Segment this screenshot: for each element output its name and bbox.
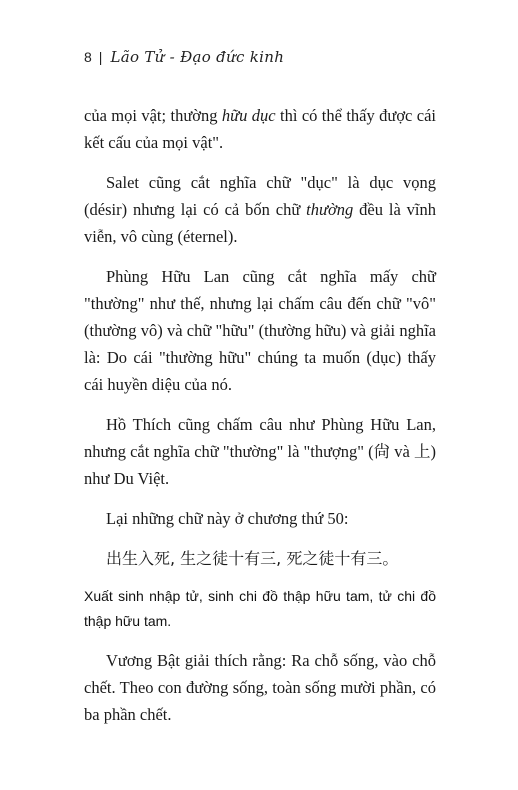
book-title: Lão Tử - Đạo đức kinh bbox=[110, 48, 285, 66]
paragraph-ho-thich: Hồ Thích cũng chấm câu như Phùng Hữu Lan, nhưng cắt nghĩa chữ "thường" là "thượng" (尙 và 上) như Du Việt. bbox=[84, 415, 436, 488]
paragraph-vuong-bat: Vương Bật giải thích rằng: Ra chỗ sống, vào chỗ chết. Theo con đường sống, toàn sống mười phần, có ba phần chết. bbox=[84, 651, 436, 724]
paragraph-chapter-50-intro: Lại những chữ này ở chương thứ 50: bbox=[106, 509, 349, 528]
page-body bbox=[84, 102, 436, 741]
page-number: 8 bbox=[84, 49, 92, 65]
sino-vietnamese-reading: Xuất sinh nhập tử, sinh chi đồ thập hữu tam, tử chi đồ thập hữu tam. bbox=[84, 588, 436, 629]
emphasis-text: thường bbox=[306, 200, 354, 219]
chinese-quotation: 出生入死, 生之徒十有三, 死之徒十有三。 bbox=[106, 549, 399, 568]
header-separator: | bbox=[98, 49, 103, 65]
paragraph-text: Salet cũng cắt nghĩa chữ "dục" là dục vọng (désir) nhưng lại có cả bốn chữ bbox=[84, 173, 436, 219]
paragraph-salet bbox=[84, 169, 436, 250]
paragraph-continuation bbox=[84, 102, 436, 156]
paragraph-phung-huu-lan: Phùng Hữu Lan cũng cắt nghĩa mấy chữ "thường" như thế, nhưng lại chấm câu đến chữ "vô" (thường vô) và chữ "hữu" (thường hữu) và giải nghĩa là: Do cái "thường hữu" chúng ta muốn (dục) thấy cái huyền diệu của nó. bbox=[84, 267, 436, 394]
emphasis-text: hữu dục bbox=[221, 106, 276, 125]
paragraph-text: đều là vĩnh viễn, vô cùng (éternel). bbox=[84, 200, 437, 246]
paragraph-text: thì có thể thấy được cái kết cấu của mọi vật". bbox=[84, 106, 437, 152]
paragraph-text: của mọi vật; thường bbox=[84, 106, 222, 125]
running-header bbox=[84, 45, 284, 69]
